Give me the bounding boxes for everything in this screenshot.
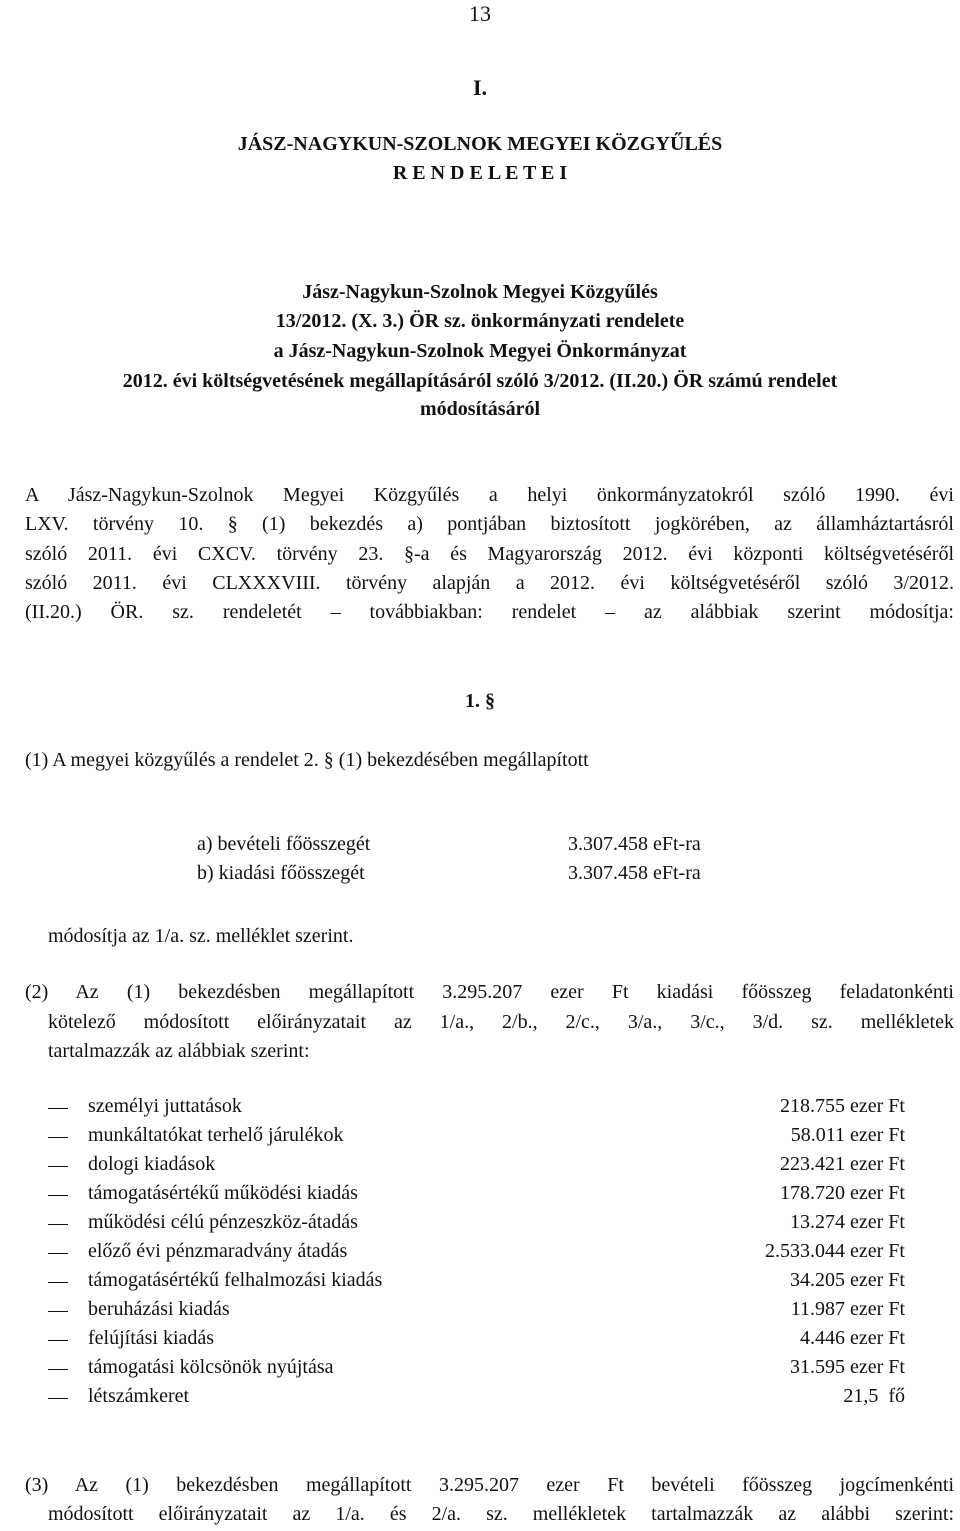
dash-bullet xyxy=(48,1166,68,1167)
para3-line-1: (3) Az (1) bekezdésben megállapított 3.295.207 ezer Ft bevételi főösszeg jogcímenkénti xyxy=(25,1474,954,1496)
dash-bullet xyxy=(48,1369,68,1370)
section-heading: 1. § xyxy=(465,690,495,712)
dash-bullet xyxy=(48,1195,68,1196)
dash-bullet xyxy=(48,1137,68,1138)
income-total-amount: 3.307.458 eFt-ra xyxy=(568,833,701,855)
para1-intro: (1) A megyei közgyűlés a rendelet 2. § (1) bekezdésében megállapított xyxy=(25,749,589,771)
para3-line-2: módosított előirányzatait az 1/a. és 2/a. sz. mellékletek tartalmazzák az alábbi szerint: xyxy=(48,1503,954,1525)
income-total-label: a) bevételi főösszegét xyxy=(197,833,371,855)
heading-line-2: R E N D E L E T E I xyxy=(392,162,568,184)
para2-line-3: tartalmazzák az alábbiak szerint: xyxy=(48,1040,310,1062)
dash-bullet xyxy=(48,1311,68,1312)
page-number: 13 xyxy=(469,1,491,26)
expense-total-label: b) kiadási főösszegét xyxy=(197,862,365,884)
para2-line-2: kötelező módosított előirányzatait az 1/a., 2/b., 2/c., 3/a., 3/c., 3/d. sz. mellékletek xyxy=(48,1011,954,1033)
expense-total-amount: 3.307.458 eFt-ra xyxy=(568,862,701,884)
preamble-line-3: szóló 2011. évi CXCV. törvény 23. §-a és Magyarország 2012. évi központi költségvetéséről xyxy=(25,543,954,565)
list-item: támogatási kölcsönök nyújtása 31.595 ezer Ft xyxy=(48,1356,905,1385)
preamble-line-4: szóló 2011. évi CLXXXVIII. törvény alapján a 2012. évi költségvetéséről szóló 3/2012. xyxy=(25,572,954,594)
para2-line-1: (2) Az (1) bekezdésben megállapított 3.295.207 ezer Ft kiadási főösszeg feladatonkénti xyxy=(25,981,954,1003)
title-line-3: a Jász-Nagykun-Szolnok Megyei Önkormányzat xyxy=(273,340,687,362)
preamble-line-1: A Jász-Nagykun-Szolnok Megyei Közgyűlés a helyi önkormányzatokról szóló 1990. évi xyxy=(25,484,954,506)
list-item: munkáltatókat terhelő járulékok 58.011 ezer Ft xyxy=(48,1124,905,1153)
dash-bullet xyxy=(48,1253,68,1254)
dash-bullet xyxy=(48,1224,68,1225)
dash-bullet xyxy=(48,1108,68,1109)
list-item: előző évi pénzmaradvány átadás 2.533.044 ezer Ft xyxy=(48,1240,905,1269)
dash-bullet xyxy=(48,1282,68,1283)
list-item: személyi juttatások 218.755 ezer Ft xyxy=(48,1095,905,1124)
list-item: működési célú pénzeszköz-átadás 13.274 ezer Ft xyxy=(48,1211,905,1240)
heading-line-1: JÁSZ-NAGYKUN-SZOLNOK MEGYEI KÖZGYŰLÉS xyxy=(237,133,723,155)
title-line-1: Jász-Nagykun-Szolnok Megyei Közgyűlés xyxy=(302,281,658,303)
title-line-5: módosításáról xyxy=(420,398,540,420)
list-item: beruházási kiadás 11.987 ezer Ft xyxy=(48,1298,905,1327)
chapter-number: I. xyxy=(472,75,488,100)
list-item: támogatásértékű működési kiadás 178.720 ezer Ft xyxy=(48,1182,905,1211)
list-item: felújítási kiadás 4.446 ezer Ft xyxy=(48,1327,905,1356)
para1-closing: módosítja az 1/a. sz. melléklet szerint. xyxy=(48,925,354,947)
dash-bullet xyxy=(48,1398,68,1399)
title-line-4: 2012. évi költségvetésének megállapításáról szóló 3/2012. (II.20.) ÖR számú rendelet xyxy=(122,370,838,392)
title-line-2: 13/2012. (X. 3.) ÖR sz. önkormányzati rendelete xyxy=(275,310,685,332)
dash-bullet xyxy=(48,1340,68,1341)
list-item: dologi kiadások 223.421 ezer Ft xyxy=(48,1153,905,1182)
preamble-line-2: LXV. törvény 10. § (1) bekezdés a) pontjában biztosított jogkörében, az államháztartásról xyxy=(25,513,954,535)
preamble-line-5: (II.20.) ÖR. sz. rendeletét – továbbiakban: rendelet – az alábbiak szerint módosítja: xyxy=(25,601,954,623)
list-item: támogatásértékű felhalmozási kiadás 34.205 ezer Ft xyxy=(48,1269,905,1298)
list-item: létszámkeret 21,5 fő xyxy=(48,1385,905,1414)
